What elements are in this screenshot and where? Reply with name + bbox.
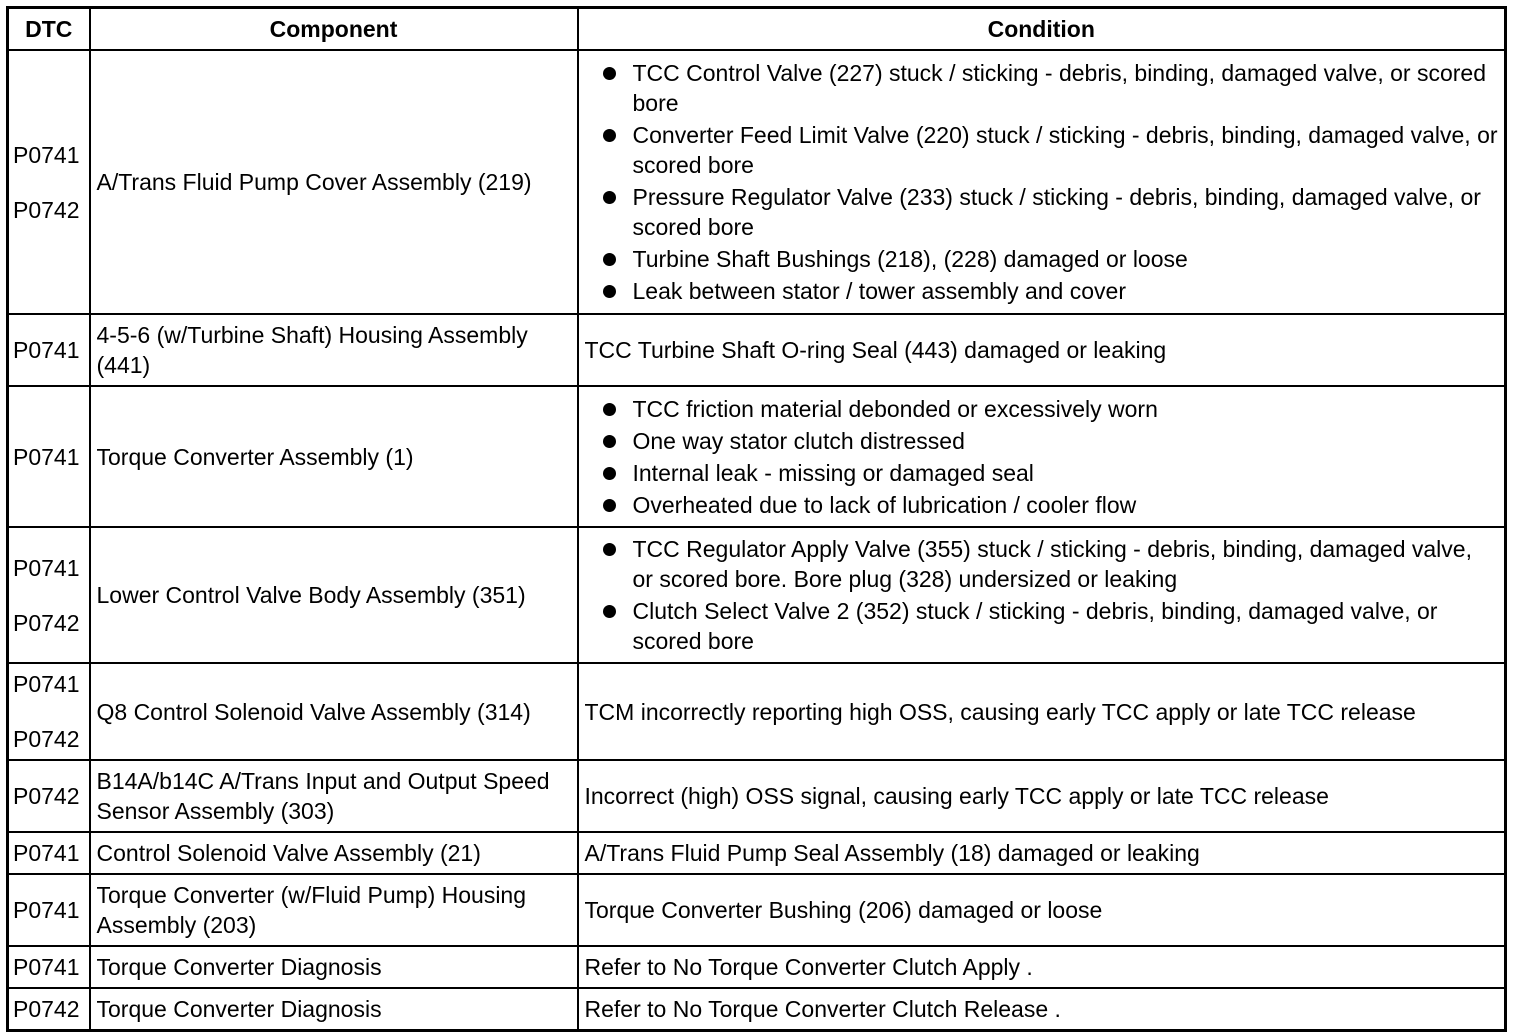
bullet-icon	[603, 435, 616, 448]
component-cell: 4-5-6 (w/Turbine Shaft) Housing Assembly (441)	[90, 314, 578, 386]
component-cell: Lower Control Valve Body Assembly (351)	[90, 527, 578, 663]
condition-cell: Incorrect (high) OSS signal, causing early TCC apply or late TCC release	[578, 760, 1506, 832]
component-cell: B14A/b14C A/Trans Input and Output Speed Sensor Assembly (303)	[90, 760, 578, 832]
dtc-cell	[8, 760, 90, 832]
component-cell: A/Trans Fluid Pump Cover Assembly (219)	[90, 50, 578, 314]
condition-cell: Refer to No Torque Converter Clutch Apply .	[578, 946, 1506, 988]
header-component: Component	[90, 8, 578, 51]
table-row	[8, 386, 1506, 527]
list-item: Turbine Shaft Bushings (218), (228) damaged or loose	[585, 244, 1499, 274]
table-row	[8, 946, 1506, 988]
list-item: Converter Feed Limit Valve (220) stuck / sticking - debris, binding, damaged valve, or scored bore	[585, 120, 1499, 180]
dtc-code: P0742	[13, 995, 80, 1022]
header-condition: Condition	[578, 8, 1506, 51]
bullet-icon	[603, 129, 616, 142]
bullet-icon	[603, 67, 616, 80]
dtc-cell	[8, 527, 90, 663]
bullet-icon	[603, 543, 616, 556]
table-row	[8, 527, 1506, 663]
list-item: Clutch Select Valve 2 (352) stuck / sticking - debris, binding, damaged valve, or scored bore	[585, 596, 1499, 656]
dtc-cell	[8, 50, 90, 314]
dtc-cell	[8, 874, 90, 946]
condition-cell	[578, 527, 1506, 663]
condition-list	[585, 58, 1499, 306]
dtc-cell	[8, 663, 90, 760]
condition-cell	[578, 50, 1506, 314]
dtc-code: P0741	[13, 671, 80, 697]
dtc-cell	[8, 946, 90, 988]
table-row	[8, 314, 1506, 386]
dtc-code: P0742	[13, 726, 80, 752]
dtc-code: P0741	[13, 897, 80, 923]
dtc-table	[6, 6, 1507, 1032]
component-cell: Torque Converter (w/Fluid Pump) Housing Assembly (203)	[90, 874, 578, 946]
bullet-icon	[603, 499, 616, 512]
list-item: TCC friction material debonded or excessively worn	[585, 394, 1499, 424]
component-cell: Control Solenoid Valve Assembly (21)	[90, 832, 578, 874]
table-row	[8, 663, 1506, 760]
dtc-code: P0741	[13, 554, 80, 581]
list-item: Leak between stator / tower assembly and cover	[585, 276, 1499, 306]
dtc-code: P0741	[13, 840, 80, 866]
header-dtc: DTC	[8, 8, 90, 51]
dtc-cell	[8, 988, 90, 1030]
dtc-code: P0742	[13, 609, 80, 636]
condition-cell: TCM incorrectly reporting high OSS, causing early TCC apply or late TCC release	[578, 663, 1506, 760]
bullet-icon	[603, 605, 616, 618]
dtc-code: P0742	[13, 783, 80, 809]
list-item: Overheated due to lack of lubrication / cooler flow	[585, 490, 1499, 520]
component-cell: Torque Converter Assembly (1)	[90, 386, 578, 527]
component-cell: Torque Converter Diagnosis	[90, 946, 578, 988]
bullet-icon	[603, 467, 616, 480]
condition-cell	[578, 386, 1506, 527]
header-row	[8, 8, 1506, 51]
condition-list	[585, 534, 1499, 656]
component-cell: Torque Converter Diagnosis	[90, 988, 578, 1030]
list-item: TCC Control Valve (227) stuck / sticking - debris, binding, damaged valve, or scored bore	[585, 58, 1499, 118]
dtc-cell	[8, 832, 90, 874]
component-cell: Q8 Control Solenoid Valve Assembly (314)	[90, 663, 578, 760]
table-row	[8, 988, 1506, 1030]
condition-list	[585, 394, 1499, 520]
list-item: Internal leak - missing or damaged seal	[585, 458, 1499, 488]
dtc-cell	[8, 386, 90, 527]
bullet-icon	[603, 403, 616, 416]
condition-cell: TCC Turbine Shaft O-ring Seal (443) damaged or leaking	[578, 314, 1506, 386]
dtc-code: P0741	[13, 443, 80, 470]
list-item: One way stator clutch distressed	[585, 426, 1499, 456]
bullet-icon	[603, 253, 616, 266]
bullet-icon	[603, 191, 616, 204]
dtc-code: P0741	[13, 954, 80, 980]
dtc-cell	[8, 314, 90, 386]
dtc-code: P0741	[13, 141, 80, 168]
table-row	[8, 874, 1506, 946]
condition-cell: Refer to No Torque Converter Clutch Release .	[578, 988, 1506, 1030]
dtc-code: P0742	[13, 196, 80, 223]
dtc-code: P0741	[13, 337, 80, 363]
bullet-icon	[603, 285, 616, 298]
condition-cell: Torque Converter Bushing (206) damaged or loose	[578, 874, 1506, 946]
list-item: Pressure Regulator Valve (233) stuck / sticking - debris, binding, damaged valve, or scored bore	[585, 182, 1499, 242]
list-item: TCC Regulator Apply Valve (355) stuck / sticking - debris, binding, damaged valve, or scored bore. Bore plug (328) undersized or leaking	[585, 534, 1499, 594]
table-row	[8, 832, 1506, 874]
condition-cell: A/Trans Fluid Pump Seal Assembly (18) damaged or leaking	[578, 832, 1506, 874]
table-row	[8, 50, 1506, 314]
table-row	[8, 760, 1506, 832]
